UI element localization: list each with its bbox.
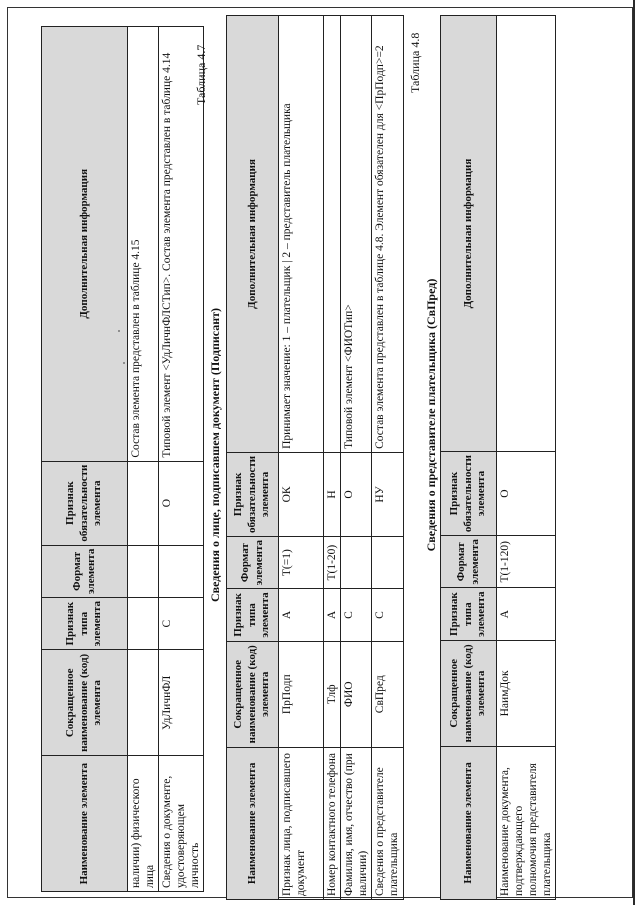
cell-format [372, 536, 404, 588]
header-type: Признак типа элемента [441, 588, 497, 640]
header-name: Наименование элемента [42, 756, 128, 892]
header-name: Наименование элемента [441, 746, 497, 899]
header-info: Дополнительная информация [42, 27, 128, 462]
table-row [279, 16, 324, 900]
cell-code: УдЛичнФЛ [159, 650, 204, 756]
cell-code: ПрПодп [279, 641, 324, 747]
cell-format: T(1-20) [324, 536, 341, 588]
table-4-7 [226, 15, 404, 900]
cell-info: Типовой элемент <УдЛичнФЛСТип>. Состав элемента представлен в таблице 4.14 [159, 27, 204, 462]
cell-type: С [159, 598, 204, 650]
scan-speck [123, 362, 125, 364]
table-continuation [41, 26, 204, 892]
cell-format [159, 545, 204, 597]
header-format: Формат элемента [227, 536, 279, 588]
cell-info: Типовой элемент <ФИОТип> [341, 16, 372, 453]
cell-name: Признак лица, подписавшего документ [279, 747, 324, 899]
cell-info [324, 16, 341, 453]
cell-code: СвПред [372, 641, 404, 747]
header-format: Формат элемента [441, 536, 497, 588]
cell-required: ОК [279, 452, 324, 536]
table-4-7-title: Сведения о лице, подписавшем документ (Подписант) [208, 307, 222, 603]
cell-format [128, 545, 159, 597]
header-code: Сокращенное наименование (код) элемента [227, 641, 279, 747]
cell-format [341, 536, 372, 588]
cell-code: ФИО [341, 641, 372, 747]
cell-info: Состав элемента представлен в таблице 4.8. Элемент обязателен для <ПрПодп>=2 [372, 16, 404, 453]
cell-info: Состав элемента представлен в таблице 4.15 [128, 27, 159, 462]
cell-name: Фамилия, имя, отчество (при наличии) [341, 747, 372, 899]
cell-format: T(1-120) [497, 536, 556, 588]
cell-format: T(=1) [279, 536, 324, 588]
cell-code: Тлф [324, 641, 341, 747]
cell-required: О [497, 452, 556, 536]
cell-type [128, 598, 159, 650]
scan-speck [118, 330, 120, 332]
header-info: Дополнительная информация [227, 16, 279, 453]
table-4-8-caption: Таблица 4.8 [408, 32, 422, 93]
cell-info: Принимает значение: 1 – плательщик | 2 – представитель плательщика [279, 16, 324, 453]
header-code: Сокращенное наименование (код) элемента [42, 650, 128, 756]
header-required: Признак обязательности элемента [42, 461, 128, 545]
cell-name: Наименование документа, подтверждающего полномочия представителя плательщика [497, 746, 556, 899]
header-type: Признак типа элемента [227, 589, 279, 641]
header-required: Признак обязательности элемента [227, 452, 279, 536]
cell-name: наличии) физического лица [128, 756, 159, 892]
table-4-8 [440, 15, 556, 900]
table-row [128, 27, 159, 892]
cell-info [497, 16, 556, 452]
cell-code: НаимДок [497, 640, 556, 746]
table-4-7-caption: Таблица 4.7 [194, 44, 208, 105]
cell-name: Сведения о документе, удостоверяющем личность [159, 756, 204, 892]
cell-required: О [159, 461, 204, 545]
cell-type: А [279, 589, 324, 641]
cell-type: А [324, 589, 341, 641]
cell-code [128, 650, 159, 756]
cell-type: А [497, 588, 556, 640]
header-required: Признак обязательности элемента [441, 452, 497, 536]
cell-type: С [341, 589, 372, 641]
header-format: Формат элемента [42, 545, 128, 597]
header-name: Наименование элемента [227, 747, 279, 899]
table-row [324, 16, 341, 900]
header-type: Признак типа элемента [42, 598, 128, 650]
table-row [497, 16, 556, 900]
cell-type: С [372, 589, 404, 641]
table-row [159, 27, 204, 892]
cell-required: НУ [372, 452, 404, 536]
cell-required [128, 461, 159, 545]
table-row [372, 16, 404, 900]
cell-name: Номер контактного телефона [324, 747, 341, 899]
header-code: Сокращенное наименование (код) элемента [441, 640, 497, 746]
table-4-8-title: Сведения о представителе плательщика (СвПред) [424, 278, 438, 552]
cell-required: О [341, 452, 372, 536]
cell-name: Сведения о представителе плательщика [372, 747, 404, 899]
cell-required: Н [324, 452, 341, 536]
table-row [341, 16, 372, 900]
header-info: Дополнительная информация [441, 16, 497, 452]
